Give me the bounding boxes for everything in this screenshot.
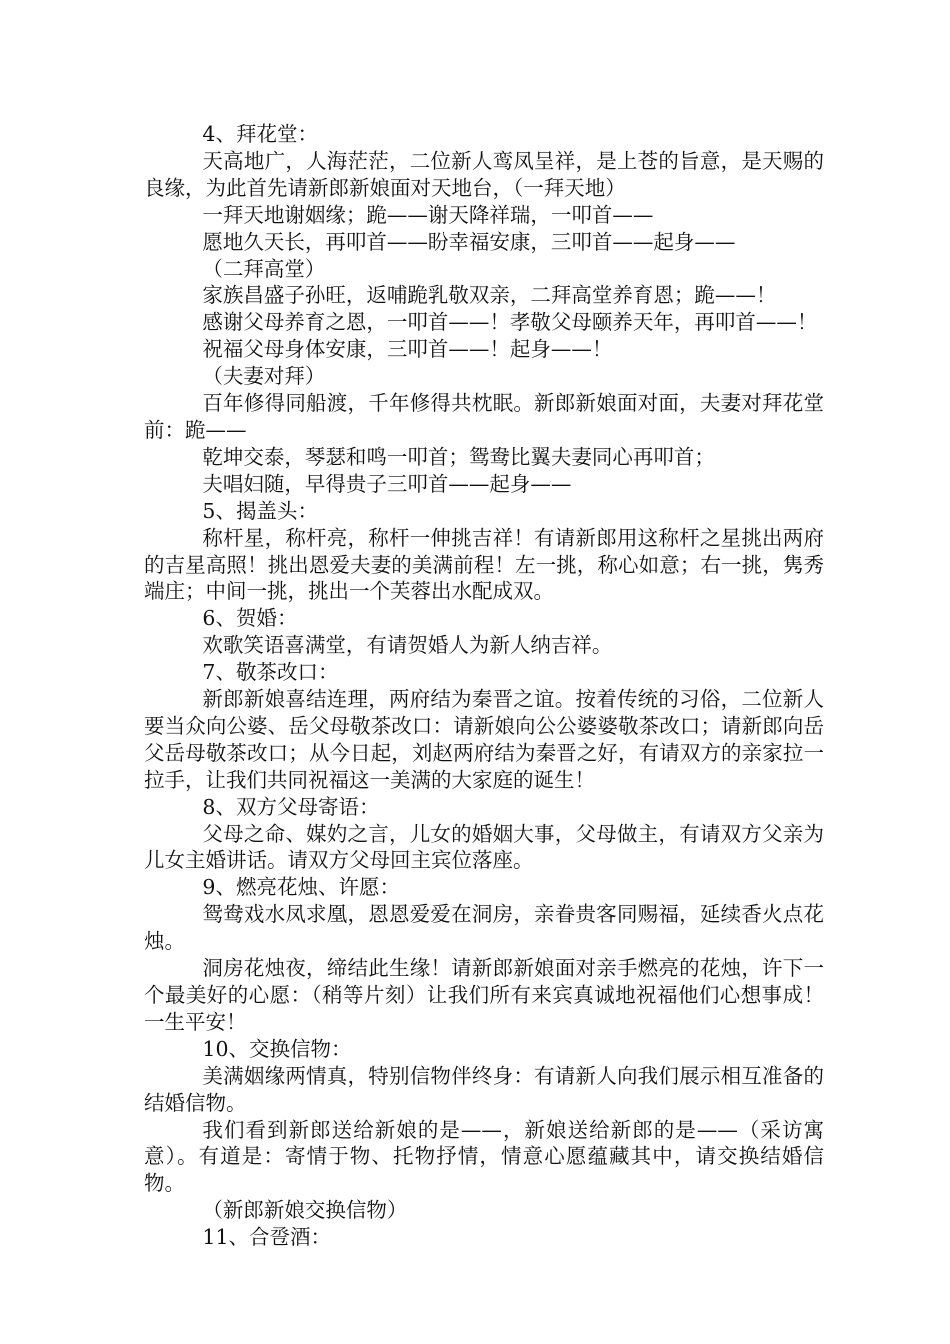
paragraph: 洞房花烛夜，缔结此生缘！请新郎新娘面对亲手燃亮的花烛，许下一个最美好的心愿：（稍等片刻）让我们所有来宾真诚地祝福他们心想事成！一生平安！ bbox=[144, 956, 824, 1034]
section-heading: 5、揭盖头： bbox=[202, 498, 318, 523]
paragraph: 美满姻缘两情真，特别信物伴终身：有请新人向我们展示相互准备的结婚信物。 bbox=[144, 1063, 824, 1115]
paragraph: （新郎新娘交换信物） bbox=[202, 1198, 408, 1223]
section-heading: 9、燃亮花烛、许愿： bbox=[202, 875, 400, 900]
paragraph: 父母之命、媒妁之言，儿女的婚姻大事，父母做主，有请双方父亲为儿女主婚讲话。请双方父母回主宾位落座。 bbox=[144, 821, 824, 873]
paragraph: 欢歌笑语喜满堂，有请贺婚人为新人纳吉祥。 bbox=[202, 633, 613, 658]
paragraph: 新郎新娘喜结连理，两府结为秦晋之谊。按着传统的习俗，二位新人要当众向公婆、岳父母敬茶改口：请新娘向公公婆婆敬茶改口；请新郎向岳父岳母敬茶改口；从今日起，刘赵两府结为秦晋之好，有请双方的亲家拉一拉手，让我们共同祝福这一美满的大家庭的诞生！ bbox=[144, 687, 824, 792]
paragraph: 天高地广，人海茫茫，二位新人鸾凤呈祥，是上苍的旨意，是天赐的良缘，为此首先请新郎新娘面对天地台，（一拜天地） bbox=[144, 148, 824, 200]
paragraph: 感谢父母养育之恩，一叩首——！孝敬父母颐养天年，再叩首——！ bbox=[202, 310, 818, 335]
paragraph: 一拜天地谢姻缘；跪——谢天降祥瑞，一叩首—— bbox=[202, 202, 654, 227]
paragraph: 百年修得同船渡，千年修得共枕眠。新郎新娘面对面，夫妻对拜花堂前：跪—— bbox=[144, 391, 824, 442]
paragraph: 我们看到新郎送给新娘的是——，新娘送给新郎的是——（采访寓意）。有道是：寄情于物、托物抒情，情意心愿蕴藏其中，请交换结婚信物。 bbox=[144, 1117, 824, 1196]
section-heading: 10、交换信物： bbox=[202, 1036, 352, 1061]
paragraph: 乾坤交泰，琴瑟和鸣一叩首；鸳鸯比翼夫妻同心再叩首； bbox=[202, 444, 715, 469]
paragraph: 家族昌盛子孙旺，返哺跪乳敬双亲，二拜高堂养育恩；跪——！ bbox=[202, 283, 777, 308]
paragraph: 鸳鸯戏水凤求凰，恩恩爱爱在洞房，亲眷贵客同赐福，延续香火点花烛。 bbox=[144, 902, 824, 954]
paragraph: 夫唱妇随，早得贵子三叩首——起身—— bbox=[202, 471, 572, 496]
section-heading: 11、合卺酒： bbox=[202, 1225, 332, 1250]
section-heading: 6、贺婚： bbox=[202, 606, 298, 631]
section-heading: 8、双方父母寄语： bbox=[202, 794, 380, 819]
document-body bbox=[144, 121, 824, 1251]
paragraph: （二拜高堂） bbox=[202, 256, 326, 281]
paragraph: 愿地久天长，再叩首——盼幸福安康，三叩首——起身—— bbox=[202, 229, 736, 254]
section-heading: 4、拜花堂： bbox=[202, 122, 318, 146]
paragraph: （夫妻对拜） bbox=[202, 364, 326, 389]
section-heading: 7、敬茶改口： bbox=[202, 660, 339, 685]
paragraph: 称杆星，称杆亮，称杆一伸挑吉祥！有请新郎用这称杆之星挑出两府的吉星高照！挑出恩爱夫妻的美满前程！左一挑，称心如意；右一挑，隽秀端庄；中间一挑，挑出一个芙蓉出水配成双。 bbox=[144, 525, 824, 604]
paragraph: 祝福父母身体安康，三叩首——！起身——！ bbox=[202, 337, 613, 362]
